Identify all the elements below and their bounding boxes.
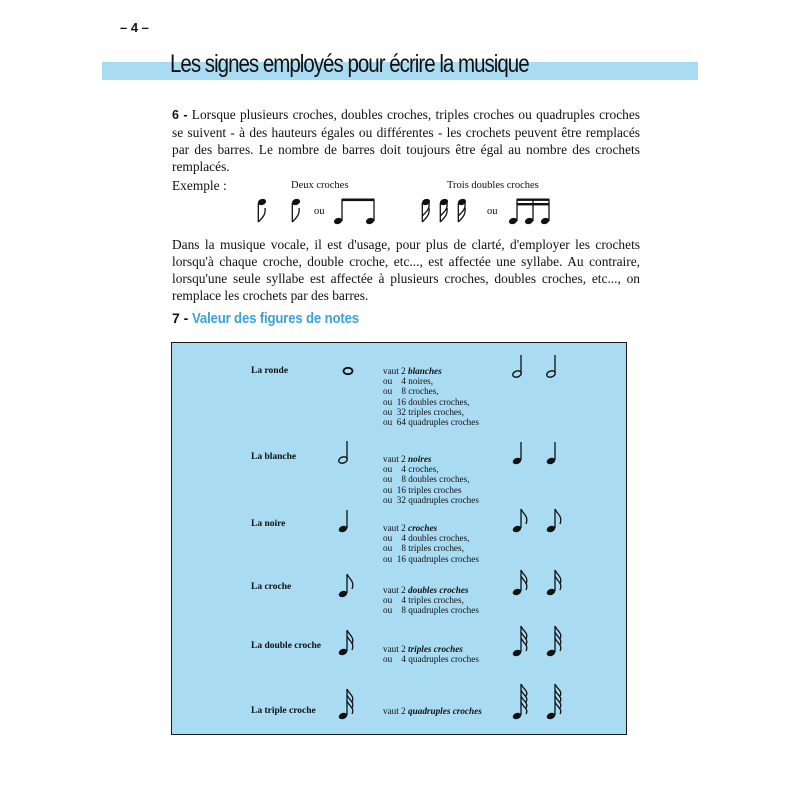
value-prefix: vaut 2: [383, 706, 409, 716]
equivalent-line: ou 16 quadruples croches: [383, 553, 479, 564]
page-number: – 4 –: [120, 20, 149, 35]
beamed-eighths-icon: [333, 199, 375, 226]
sixteenth-note-icon: [439, 198, 449, 222]
equivalent-line: ou 8 triples croches,: [383, 543, 464, 554]
equivalent-line: ou 64 quadruples croches: [383, 417, 479, 428]
sixteenth-note-icon: [338, 630, 353, 656]
example-or-2: ou: [487, 206, 498, 217]
value-emphasis: doubles croches: [408, 585, 469, 595]
eighth-note-icon: [257, 198, 267, 222]
thirty-second-note-icon: [546, 626, 561, 657]
section-7-heading: [172, 310, 382, 328]
example-notation: [240, 190, 570, 230]
note-values-table: [171, 342, 627, 735]
equivalent-line: ou 8 croches,: [383, 386, 439, 397]
equivalent-line: ou 4 noires,: [383, 376, 434, 387]
sixteenth-note-icon: [512, 570, 527, 596]
half-note-icon: [546, 355, 556, 378]
quarter-note-icon: [338, 510, 348, 533]
whole-note-icon: [344, 368, 353, 374]
example-caption-two-eighths: Deux croches: [291, 180, 349, 191]
section-6-number: 6 -: [172, 108, 188, 122]
value-emphasis: croches: [408, 523, 438, 533]
value-emphasis: quadruples croches: [408, 706, 482, 716]
sixteenth-note-icon: [421, 198, 431, 222]
note-name: La ronde: [251, 366, 289, 376]
example-or-1: ou: [314, 206, 325, 217]
value-emphasis: blanches: [408, 366, 442, 376]
sixteenth-note-icon: [457, 198, 467, 222]
value-prefix: vaut 2: [383, 644, 409, 654]
value-prefix: vaut 2: [383, 585, 409, 595]
eighth-note-icon: [546, 509, 561, 533]
value-prefix: vaut 2: [383, 523, 409, 533]
half-note-icon: [512, 355, 522, 378]
sixty-fourth-note-icon: [546, 684, 561, 720]
equivalent-line: ou 4 quadruples croches: [383, 654, 479, 665]
equivalent-line: ou 32 quadruples croches: [383, 494, 479, 505]
note-name: La noire: [251, 519, 286, 529]
note-name: La blanche: [251, 452, 297, 462]
equivalent-line: ou 4 triples croches,: [383, 595, 464, 606]
note-name: La triple croche: [251, 706, 316, 716]
example-caption-three-sixteenths: Trois doubles croches: [447, 180, 539, 191]
sixteenth-note-icon: [546, 570, 561, 596]
value-emphasis: triples croches: [408, 644, 463, 654]
vocal-music-paragraph: Dans la musique vocale, il est d'usage, pour plus de clarté, d'employer les crochets lorsqu'à chaque croche, double croche, etc..., est affectée une syllabe. Au contraire, lorsqu'une seule syllabe est affectée à plusieurs croches, doubles croches, etc..., on remplace les crochets par des barres.: [172, 237, 640, 303]
section-6-paragraph: [172, 106, 640, 175]
sixty-fourth-note-icon: [512, 684, 527, 720]
equivalent-line: ou 16 triples croches: [383, 484, 462, 495]
equivalent-line: ou 32 triples croches,: [383, 406, 464, 417]
half-note-icon: [338, 441, 348, 464]
page-title: Les signes employés pour écrire la musique: [170, 50, 529, 78]
note-name: La croche: [251, 582, 292, 592]
equivalent-line: ou 8 quadruples croches: [383, 605, 479, 616]
quarter-note-icon: [546, 442, 556, 465]
eighth-note-icon: [512, 509, 527, 533]
note-name: La double croche: [251, 641, 322, 651]
thirty-second-note-icon: [338, 689, 353, 720]
note-symbols: [172, 343, 628, 736]
section-7-title: Valeur des figures de notes: [192, 310, 360, 327]
thirty-second-note-icon: [512, 626, 527, 657]
equivalent-line: ou 4 doubles croches,: [383, 533, 470, 544]
equivalent-line: ou 16 doubles croches,: [383, 396, 470, 407]
value-emphasis: noires: [408, 454, 432, 464]
eighth-note-icon: [338, 574, 353, 598]
value-prefix: vaut 2: [383, 454, 409, 464]
section-6-text: Lorsque plusieurs croches, doubles croches, triples croches ou quadruples croches se suivent - à des hauteurs égales ou différentes - les crochets peuvent être remplacés par des barres. Le nombre de barres doit toujours être égal au nombre des crochets remplacés.: [172, 107, 640, 174]
equivalent-line: ou 8 doubles croches,: [383, 474, 470, 485]
eighth-note-icon: [291, 198, 301, 222]
value-prefix: vaut 2: [383, 366, 409, 376]
section-7-number: 7 -: [172, 310, 189, 326]
quarter-note-icon: [512, 442, 522, 465]
equivalent-line: ou 4 croches,: [383, 464, 439, 475]
beamed-sixteenths-icon: [508, 199, 550, 226]
example-label: Exemple :: [172, 178, 227, 193]
